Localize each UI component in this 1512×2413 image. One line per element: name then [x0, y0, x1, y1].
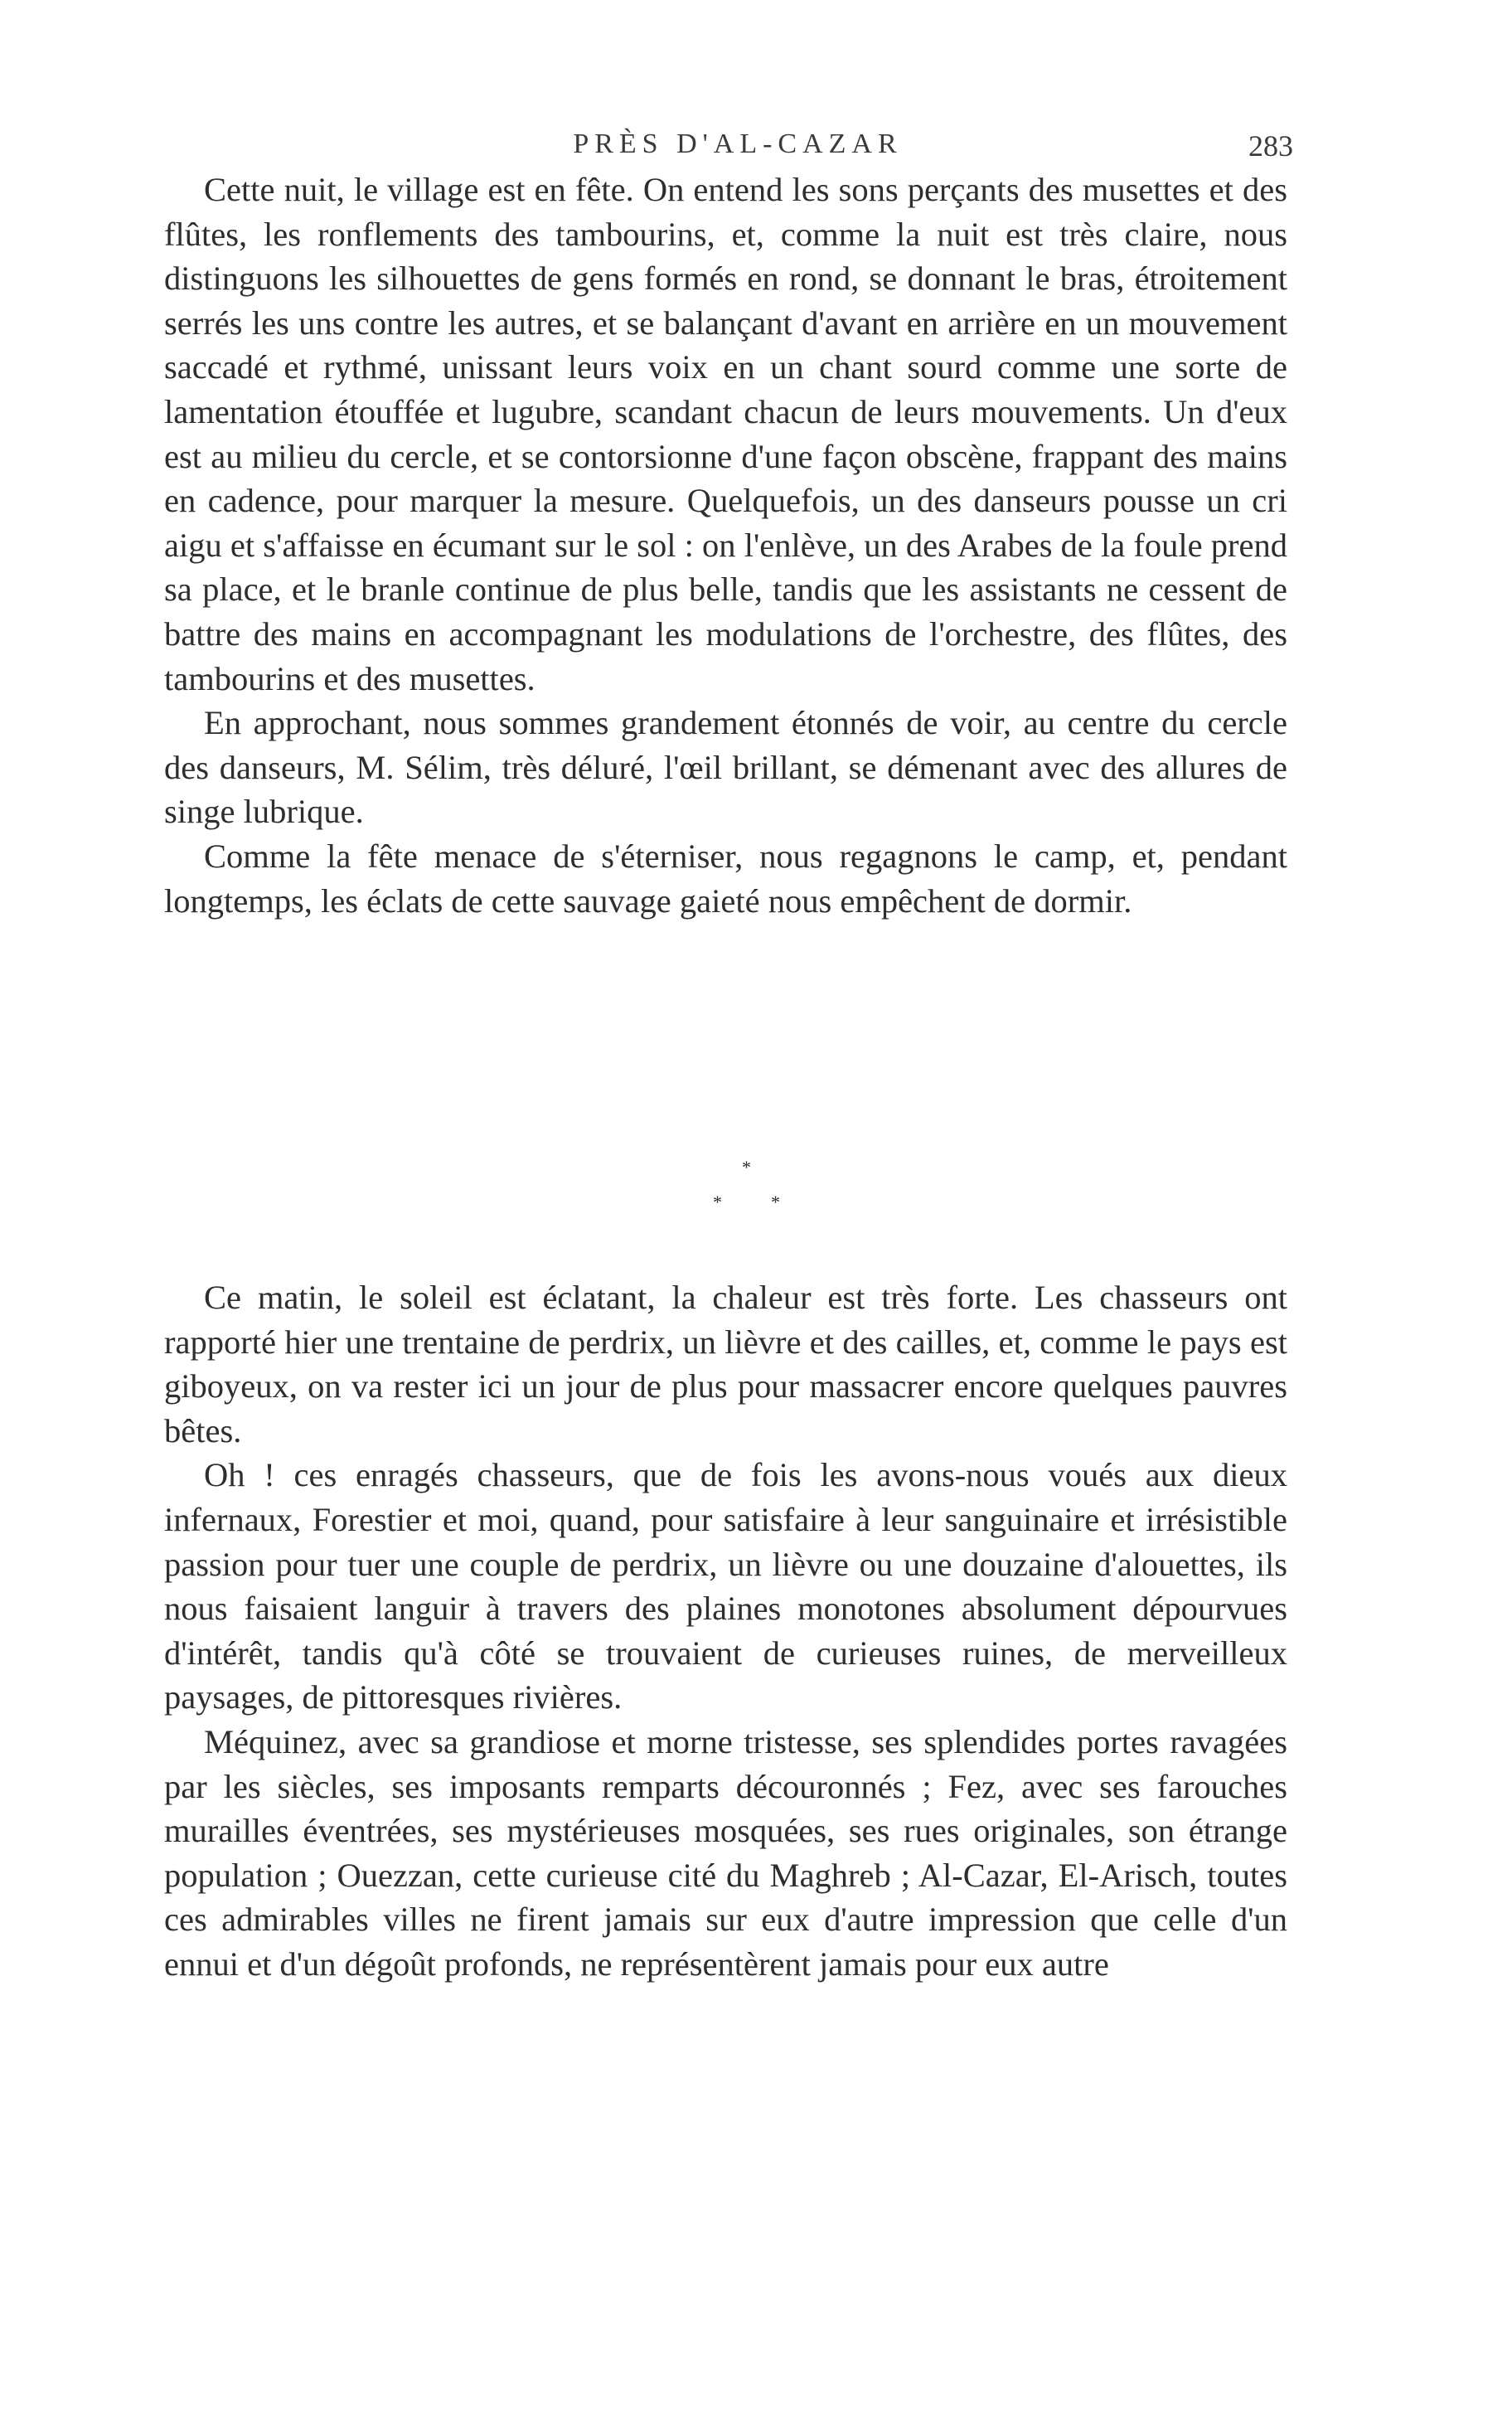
- asterisk: *: [713, 1192, 722, 1212]
- asterisk: *: [771, 1192, 780, 1212]
- section-two: [164, 1275, 1287, 1987]
- paragraph: Ce matin, le soleil est éclatant, la chaleur est très forte. Les chasseurs ont rapporté hier une trentaine de perdrix, un lièvre et des cailles, et, comme le pays est giboyeux, on va rester ici un jour de plus pour massacrer encore quelques pauvres bêtes.: [164, 1279, 1287, 1449]
- paragraph: Oh ! ces enragés chasseurs, que de fois les avons-nous voués aux dieux infernaux, Forestier et moi, quand, pour satisfaire à leur sanguinaire et irrésistible passion pour tuer une couple de perdrix, un lièvre ou une douzaine d'alouettes, ils nous faisaient languir à travers des plaines monotones absolument dépourvues d'intérêt, tandis qu'à côté se trouvaient de curieuses ruines, de merveilleux paysages, de pittoresques rivières.: [164, 1456, 1287, 1716]
- paragraph: Méquinez, avec sa grandiose et morne tristesse, ses splendides portes ravagées par les siècles, ses imposants remparts découronnés ; Fez, avec ses farouches murailles éventrées, ses mystérieuses mosquées, ses rues originales, son étrange population ; Ouezzan, cette curieuse cité du Maghreb ; Al-Cazar, El-Arisch, toutes ces admirables villes ne firent jamais sur eux d'autre impression que celle d'un ennui et d'un dégoût profonds, ne représentèrent jamais pour eux autre: [164, 1722, 1287, 1983]
- paragraph: Cette nuit, le village est en fête. On entend les sons perçants des musettes et des flûtes, les ronflements des tambourins, et, comme la nuit est très claire, nous distinguons les silhouettes de gens formés en rond, se donnant le bras, étroitement serrés les uns contre les autres, et se balançant d'avant en arrière en un mouvement saccadé et rythmé, unissant leurs voix en un chant sourd comme une sorte de lamentation étouffée et lugubre, scandant chacun de leurs mouvements. Un d'eux est au milieu du cercle, et se contorsionne d'une façon obscène, frappant des mains en cadence, pour marquer la mesure. Quelquefois, un des danseurs pousse un cri aigu et s'affaisse en écumant sur le sol : on l'enlève, un des Arabes de la foule prend sa place, et le branle continue de plus belle, tandis que les assistants ne cessent de battre des mains en accompagnant les modulations de l'orchestre, des flûtes, des tambourins et des musettes.: [164, 171, 1287, 697]
- paragraph: Comme la fête menace de s'éterniser, nous regagnons le camp, et, pendant longtemps, les éclats de cette sauvage gaieté nous empêchent de dormir.: [164, 837, 1287, 920]
- section-one: [164, 168, 1287, 923]
- section-separator: [0, 1157, 1512, 1231]
- running-head: [166, 129, 1310, 170]
- paragraph: En approchant, nous sommes grandement étonnés de voir, au centre du cercle des danseurs, M. Sélim, très déluré, l'œil brillant, se démenant avec des allures de singe lubrique.: [164, 704, 1287, 831]
- asterisk: *: [742, 1157, 751, 1177]
- running-title: PRÈS D'AL-CAZAR: [573, 129, 903, 159]
- page-number: 283: [1248, 129, 1293, 163]
